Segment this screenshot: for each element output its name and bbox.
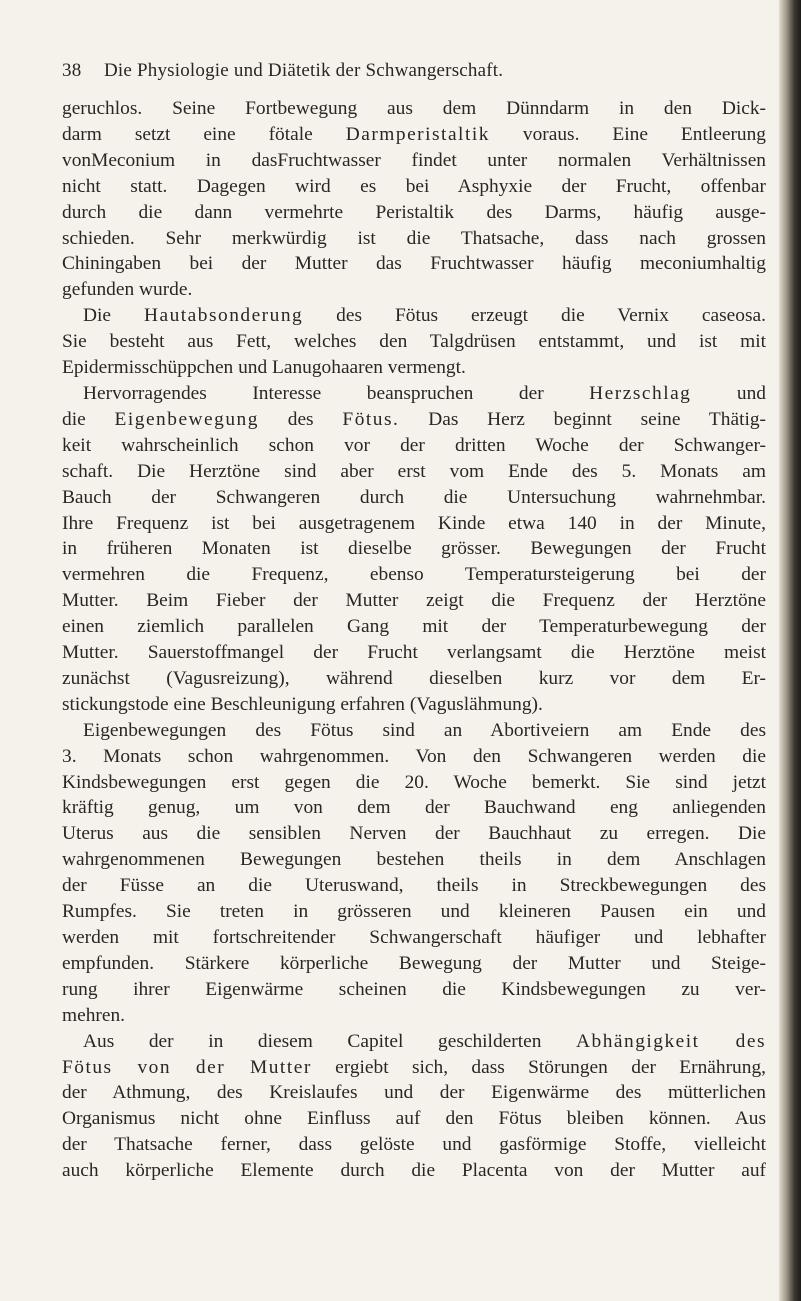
text-segment: des Fötus erzeugt die Vernix caseosa. xyxy=(303,305,766,327)
text-segment: kräftig genug, um von dem der Bauchwand eng anliegenden xyxy=(62,797,766,819)
text-segment: in früheren Monaten ist dieselbe grösser. Bewegungen der Frucht xyxy=(62,538,766,560)
text-segment: wahrgenommenen Bewegungen bestehen theils in dem Anschlagen xyxy=(62,849,766,871)
text-segment: der Athmung, des Kreislaufes und der Eigenwärme des mütterlichen xyxy=(62,1082,766,1104)
text-segment: stickungstode eine Beschleunigung erfahren (Vaguslähmung). xyxy=(62,693,543,715)
text-segment: Aus der in diesem Capitel geschilderten xyxy=(83,1030,576,1052)
emphasized-term: Hautabsonderung xyxy=(143,305,304,327)
text-segment: geruchlos. Seine Fortbewegung aus dem Dünndarm in den Dick- xyxy=(62,98,766,119)
text-segment: ergiebt sich, dass Störungen der Ernährung, xyxy=(311,1056,766,1078)
text-segment: gefunden wurde. xyxy=(62,279,193,301)
text-segment: Mutter. Beim Fieber der Mutter zeigt die Frequenz der Herztöne xyxy=(62,590,766,612)
text-line xyxy=(62,1029,766,1055)
text-line xyxy=(62,148,766,174)
text-segment: Die xyxy=(83,305,144,327)
text-line xyxy=(62,873,766,899)
text-segment: einen ziemlich parallelen Gang mit der Temperaturbewegung der xyxy=(62,616,766,638)
text-segment: darm setzt eine fötale xyxy=(62,123,346,145)
text-line xyxy=(62,303,766,329)
text-segment: voraus. Eine Entleerung xyxy=(489,123,766,145)
body-text xyxy=(62,96,766,1184)
text-line xyxy=(62,977,766,1003)
text-line xyxy=(62,459,766,485)
text-segment: durch die dann vermehrte Peristaltik des Darms, häufig ausge- xyxy=(62,201,766,223)
text-segment: vermehren die Frequenz, ebenso Temperatursteigerung bei der xyxy=(62,564,766,586)
text-line xyxy=(62,96,766,122)
text-segment: und xyxy=(691,382,766,404)
text-segment: auch körperliche Elemente durch die Placenta von der Mutter auf xyxy=(62,1160,766,1182)
text-segment: Mutter. Sauerstoffmangel der Frucht verlangsamt die Herztöne meist xyxy=(62,642,766,664)
text-line xyxy=(62,899,766,925)
text-line xyxy=(62,847,766,873)
text-line xyxy=(62,329,766,355)
text-segment: Kindsbewegungen erst gegen die 20. Woche bemerkt. Sie sind jetzt xyxy=(62,771,766,793)
text-segment: Organismus nicht ohne Einfluss auf den Fötus bleiben können. Aus xyxy=(62,1108,766,1130)
text-segment: der Thatsache ferner, dass gelöste und gasförmige Stoffe, vielleicht xyxy=(62,1134,766,1156)
text-line xyxy=(62,407,766,433)
text-line xyxy=(62,666,766,692)
text-line xyxy=(62,1003,766,1029)
text-line xyxy=(62,200,766,226)
text-segment: Bauch der Schwangeren durch die Untersuchung wahrnehmbar. xyxy=(62,486,766,508)
text-segment: nicht statt. Dagegen wird es bei Asphyxie der Frucht, offenbar xyxy=(62,175,766,197)
text-line xyxy=(62,744,766,770)
text-segment: des xyxy=(258,408,343,430)
running-header xyxy=(62,60,762,86)
text-segment: Ihre Frequenz ist bei ausgetragenem Kinde etwa 140 in der Minute, xyxy=(62,512,766,534)
text-segment: Eigenbewegungen des Fötus sind an Abortiveiern am Ende des xyxy=(83,719,766,741)
emphasized-term: Herzschlag xyxy=(589,382,692,404)
text-segment: mehren. xyxy=(62,1004,125,1026)
text-line xyxy=(62,1132,766,1158)
text-line xyxy=(62,1055,766,1081)
page-edge-shadow xyxy=(779,0,801,1301)
text-line xyxy=(62,277,766,303)
text-segment: werden mit fortschreitender Schwangerschaft häufiger und lebhafter xyxy=(62,927,766,948)
text-line xyxy=(62,511,766,537)
text-line xyxy=(62,485,766,511)
text-segment: der Füsse an die Uteruswand, theils in Streckbewegungen des xyxy=(62,875,766,897)
text-line xyxy=(62,770,766,796)
text-line xyxy=(62,122,766,148)
text-line xyxy=(62,588,766,614)
emphasized-term: Darmperistaltik xyxy=(345,123,490,145)
text-segment: Uterus aus die sensiblen Nerven der Bauchhaut zu erregen. Die xyxy=(62,823,766,845)
text-segment: Epidermisschüppchen und Lanugohaaren vermengt. xyxy=(62,357,466,379)
page-number: 38 xyxy=(62,60,82,81)
text-line xyxy=(62,951,766,977)
text-line xyxy=(62,1080,766,1106)
text-segment: Das Herz beginnt seine Thätig- xyxy=(399,408,767,430)
text-segment: schieden. Sehr merkwürdig ist die Thatsache, dass nach grossen xyxy=(62,227,766,249)
emphasized-term: Eigenbewegung xyxy=(114,408,259,430)
text-line xyxy=(62,355,766,381)
text-segment: Sie besteht aus Fett, welches den Talgdrüsen entstammt, und ist mit xyxy=(62,331,766,353)
text-line xyxy=(62,562,766,588)
text-line xyxy=(62,433,766,459)
text-segment: vonMeconium in dasFruchtwasser findet unter normalen Verhältnissen xyxy=(62,149,766,171)
text-segment: rung ihrer Eigenwärme scheinen die Kindsbewegungen zu ver- xyxy=(62,978,766,1000)
text-line xyxy=(62,640,766,666)
text-line xyxy=(62,1158,766,1184)
running-title: Die Physiologie und Diätetik der Schwangerschaft. xyxy=(104,60,504,81)
text-segment: empfunden. Stärkere körperliche Bewegung der Mutter und Steige- xyxy=(62,952,766,974)
text-line xyxy=(62,925,766,951)
text-line xyxy=(62,718,766,744)
text-line xyxy=(62,226,766,252)
text-line xyxy=(62,381,766,407)
text-line xyxy=(62,614,766,640)
text-segment: keit wahrscheinlich schon vor der dritten Woche der Schwanger- xyxy=(62,434,766,456)
text-line xyxy=(62,251,766,277)
emphasized-term: Abhängigkeit des xyxy=(576,1030,766,1052)
text-segment: die xyxy=(62,408,115,430)
text-segment: schaft. Die Herztöne sind aber erst vom Ende des 5. Monats am xyxy=(62,460,766,482)
text-line xyxy=(62,821,766,847)
text-segment: Hervorragendes Interesse beanspruchen der xyxy=(83,382,590,404)
text-line xyxy=(62,692,766,718)
text-segment: 3. Monats schon wahrgenommen. Von den Schwangeren werden die xyxy=(62,745,766,767)
text-line xyxy=(62,1106,766,1132)
text-segment: zunächst (Vagusreizung), während dieselben kurz vor dem Er- xyxy=(62,667,766,689)
emphasized-term: Fötus von der Mutter xyxy=(62,1056,312,1078)
emphasized-term: Fötus. xyxy=(342,408,400,430)
text-line xyxy=(62,536,766,562)
text-segment: Rumpfes. Sie treten in grösseren und kleineren Pausen ein und xyxy=(62,901,766,923)
text-line xyxy=(62,795,766,821)
text-segment: Chiningaben bei der Mutter das Fruchtwasser häufig meconiumhaltig xyxy=(62,253,766,275)
text-line xyxy=(62,174,766,200)
